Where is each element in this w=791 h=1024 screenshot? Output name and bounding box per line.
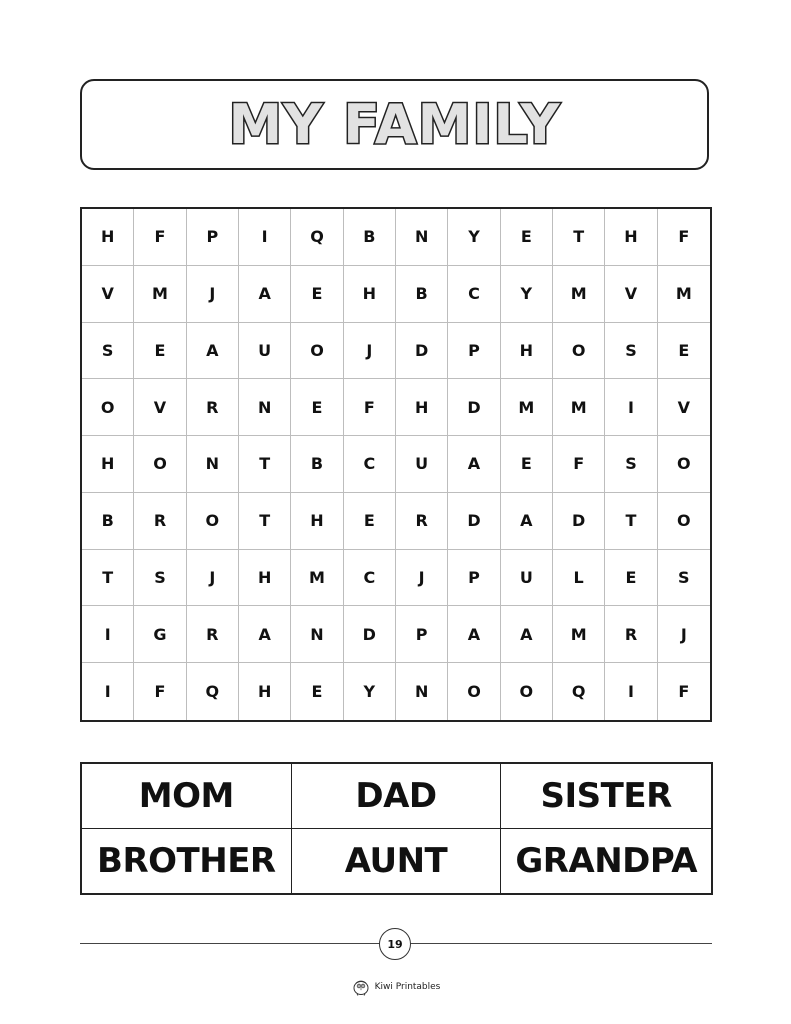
- grid-cell: C: [344, 550, 396, 607]
- grid-cell: S: [134, 550, 186, 607]
- grid-cell: U: [396, 436, 448, 493]
- grid-cell: D: [396, 323, 448, 380]
- grid-cell: C: [448, 266, 500, 323]
- grid-cell: P: [448, 550, 500, 607]
- grid-cell: J: [187, 550, 239, 607]
- grid-cell: L: [553, 550, 605, 607]
- grid-cell: T: [239, 493, 291, 550]
- word-bank-item: SISTER: [501, 764, 711, 829]
- grid-cell: M: [553, 379, 605, 436]
- grid-cell: F: [658, 209, 710, 266]
- title-banner: [80, 79, 709, 170]
- grid-cell: R: [396, 493, 448, 550]
- grid-cell: M: [134, 266, 186, 323]
- grid-cell: E: [658, 323, 710, 380]
- grid-cell: N: [239, 379, 291, 436]
- grid-cell: S: [605, 323, 657, 380]
- grid-cell: J: [396, 550, 448, 607]
- grid-cell: A: [239, 266, 291, 323]
- grid-cell: H: [291, 493, 343, 550]
- word-bank-item: BROTHER: [82, 829, 292, 894]
- grid-cell: N: [396, 663, 448, 720]
- brand-name: Kiwi Printables: [374, 982, 441, 992]
- grid-cell: S: [658, 550, 710, 607]
- grid-cell: A: [448, 436, 500, 493]
- grid-cell: A: [501, 606, 553, 663]
- grid-cell: O: [448, 663, 500, 720]
- grid-cell: I: [605, 663, 657, 720]
- grid-cell: A: [501, 493, 553, 550]
- grid-cell: P: [187, 209, 239, 266]
- grid-cell: E: [501, 436, 553, 493]
- word-bank-item: GRANDPA: [515, 840, 698, 881]
- grid-cell: D: [448, 379, 500, 436]
- grid-cell: R: [187, 606, 239, 663]
- grid-cell: N: [291, 606, 343, 663]
- grid-cell: T: [553, 209, 605, 266]
- grid-cell: V: [658, 379, 710, 436]
- grid-cell: Y: [448, 209, 500, 266]
- word-search-grid: [80, 207, 712, 722]
- grid-cell: E: [605, 550, 657, 607]
- grid-cell: U: [501, 550, 553, 607]
- grid-cell: Q: [553, 663, 605, 720]
- grid-cell: F: [134, 663, 186, 720]
- grid-cell: H: [239, 663, 291, 720]
- grid-cell: P: [448, 323, 500, 380]
- grid-cell: Y: [344, 663, 396, 720]
- grid-cell: E: [134, 323, 186, 380]
- grid-cell: H: [396, 379, 448, 436]
- grid-cell: A: [448, 606, 500, 663]
- grid-cell: Y: [501, 266, 553, 323]
- grid-cell: S: [82, 323, 134, 380]
- brand-footer: [0, 977, 791, 997]
- grid-cell: F: [134, 209, 186, 266]
- grid-cell: E: [291, 663, 343, 720]
- grid-cell: H: [344, 266, 396, 323]
- grid-cell: B: [82, 493, 134, 550]
- grid-cell: F: [678, 682, 690, 702]
- grid-cell: H: [605, 209, 657, 266]
- grid-cell: V: [82, 266, 134, 323]
- grid-cell: B: [344, 209, 396, 266]
- grid-cell: D: [344, 606, 396, 663]
- grid-cell: H: [82, 436, 134, 493]
- grid-cell: D: [448, 493, 500, 550]
- kiwi-bird-icon: [351, 977, 371, 997]
- grid-cell: R: [187, 379, 239, 436]
- grid-cell: V: [134, 379, 186, 436]
- grid-cell: T: [239, 436, 291, 493]
- grid-cell: O: [187, 493, 239, 550]
- grid-cell: F: [344, 379, 396, 436]
- grid-cell: S: [605, 436, 657, 493]
- grid-cell: P: [396, 606, 448, 663]
- grid-cell: M: [553, 266, 605, 323]
- grid-cell: B: [396, 266, 448, 323]
- grid-cell: C: [344, 436, 396, 493]
- grid-cell: M: [658, 266, 710, 323]
- word-bank-item: MOM: [82, 764, 292, 829]
- grid-cell: A: [239, 606, 291, 663]
- grid-cell: J: [187, 266, 239, 323]
- grid-cell: O: [553, 323, 605, 380]
- grid-cell: O: [291, 323, 343, 380]
- grid-cell: H: [239, 550, 291, 607]
- grid-cell: O: [82, 379, 134, 436]
- word-bank-item: DAD: [292, 764, 502, 829]
- grid-cell: B: [291, 436, 343, 493]
- page-title: MY FAMILY: [228, 92, 561, 156]
- grid-cell: I: [82, 606, 134, 663]
- grid-cell: H: [82, 209, 134, 266]
- grid-cell: E: [501, 209, 553, 266]
- word-bank: [80, 762, 713, 895]
- grid-cell: M: [553, 606, 605, 663]
- grid-cell: V: [605, 266, 657, 323]
- grid-cell: Q: [187, 663, 239, 720]
- grid-cell: G: [134, 606, 186, 663]
- grid-cell: J: [344, 323, 396, 380]
- grid-cell: Q: [291, 209, 343, 266]
- grid-cell: A: [187, 323, 239, 380]
- grid-cell: R: [605, 606, 657, 663]
- grid-cell: N: [396, 209, 448, 266]
- grid-cell: I: [605, 379, 657, 436]
- grid-cell: I: [82, 663, 134, 720]
- grid-cell: E: [291, 379, 343, 436]
- grid-cell: H: [501, 323, 553, 380]
- grid-cell: E: [344, 493, 396, 550]
- grid-cell: T: [605, 493, 657, 550]
- page-number: 19: [379, 928, 411, 960]
- word-bank-item: AUNT: [292, 829, 502, 894]
- grid-cell: R: [134, 493, 186, 550]
- grid-cell: O: [134, 436, 186, 493]
- grid-cell: E: [291, 266, 343, 323]
- grid-cell: O: [658, 493, 710, 550]
- grid-cell: T: [82, 550, 134, 607]
- grid-cell: N: [187, 436, 239, 493]
- grid-cell: O: [501, 663, 553, 720]
- grid-cell: M: [501, 379, 553, 436]
- grid-cell: J: [658, 606, 710, 663]
- grid-cell: O: [658, 436, 710, 493]
- grid-cell: D: [553, 493, 605, 550]
- grid-cell: U: [239, 323, 291, 380]
- grid-cell: F: [553, 436, 605, 493]
- grid-cell: M: [291, 550, 343, 607]
- grid-cell: I: [239, 209, 291, 266]
